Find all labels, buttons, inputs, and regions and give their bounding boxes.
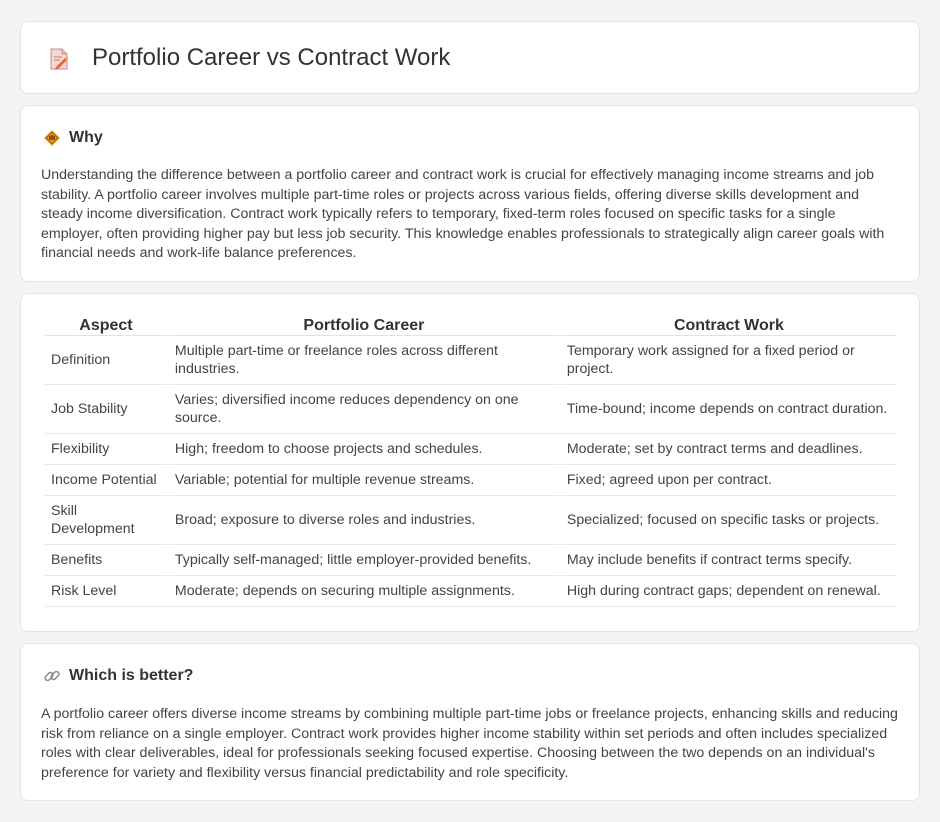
- aspect-cell: Job Stability: [45, 385, 167, 434]
- portfolio-cell: Typically self-managed; little employer-provided benefits.: [169, 545, 559, 576]
- aspect-cell: Definition: [45, 336, 167, 385]
- aspect-cell: Skill Development: [45, 496, 167, 545]
- why-section: [20, 105, 920, 282]
- link-icon: [43, 667, 61, 685]
- document-pen-icon: [47, 47, 71, 71]
- better-body: A portfolio career offers diverse income streams by combining multiple part-time jobs or freelance projects, enhancing skills and reducing risk from reliance on a single employer. Contract work provides higher income stability within set periods and often includes specialized roles with clear deliverables, ideal for professionals seeking focused expertise. Choosing between the two depends on an individual's preference for variety and flexibility versus financial predictability and role specificity.: [41, 706, 898, 781]
- portfolio-cell: Varies; diversified income reduces dependency on one source.: [169, 385, 559, 434]
- contract-cell: Moderate; set by contract terms and deadlines.: [561, 434, 897, 465]
- table-row: [45, 336, 897, 385]
- contract-cell: Temporary work assigned for a fixed period or project.: [561, 336, 897, 385]
- contract-cell: Fixed; agreed upon per contract.: [561, 465, 897, 496]
- better-heading: Which is better?: [69, 667, 194, 684]
- diamond-sign-icon: [43, 129, 61, 147]
- table-row: [45, 434, 897, 465]
- why-heading: Why: [69, 129, 103, 146]
- contract-cell: May include benefits if contract terms specify.: [561, 545, 897, 576]
- aspect-cell: Income Potential: [45, 465, 167, 496]
- comparison-section: [20, 293, 920, 632]
- column-header: Contract Work: [561, 316, 897, 336]
- which-better-section: [20, 643, 920, 801]
- better-heading-row: [43, 666, 193, 686]
- aspect-cell: Benefits: [45, 545, 167, 576]
- table-row: [45, 496, 897, 545]
- table-header-row: [45, 316, 897, 336]
- column-header: Aspect: [45, 316, 167, 336]
- aspect-cell: Flexibility: [45, 434, 167, 465]
- portfolio-cell: High; freedom to choose projects and schedules.: [169, 434, 559, 465]
- table-row: [45, 576, 897, 607]
- page-title: Portfolio Career vs Contract Work: [92, 44, 451, 71]
- column-header: Portfolio Career: [169, 316, 559, 336]
- table-row: [45, 385, 897, 434]
- table-row: [45, 465, 897, 496]
- portfolio-cell: Variable; potential for multiple revenue streams.: [169, 465, 559, 496]
- why-heading-row: [43, 128, 103, 148]
- portfolio-cell: Multiple part-time or freelance roles across different industries.: [169, 336, 559, 385]
- table-row: [45, 545, 897, 576]
- contract-cell: Time-bound; income depends on contract duration.: [561, 385, 897, 434]
- portfolio-cell: Moderate; depends on securing multiple assignments.: [169, 576, 559, 607]
- comparison-table: [43, 316, 899, 607]
- aspect-cell: Risk Level: [45, 576, 167, 607]
- portfolio-cell: Broad; exposure to diverse roles and industries.: [169, 496, 559, 545]
- contract-cell: High during contract gaps; dependent on renewal.: [561, 576, 897, 607]
- why-body: Understanding the difference between a portfolio career and contract work is crucial for effectively managing income streams and job stability. A portfolio career involves multiple part-time roles or projects across various fields, offering diverse skills development and steady income diversification. Contract work typically refers to temporary, fixed-term roles focused on specific tasks for a single employer, often providing higher pay but less job security. This knowledge enables professionals to strategically align career goals with financial needs and work-life balance preferences.: [41, 167, 885, 262]
- title-card: [20, 21, 920, 94]
- contract-cell: Specialized; focused on specific tasks or projects.: [561, 496, 897, 545]
